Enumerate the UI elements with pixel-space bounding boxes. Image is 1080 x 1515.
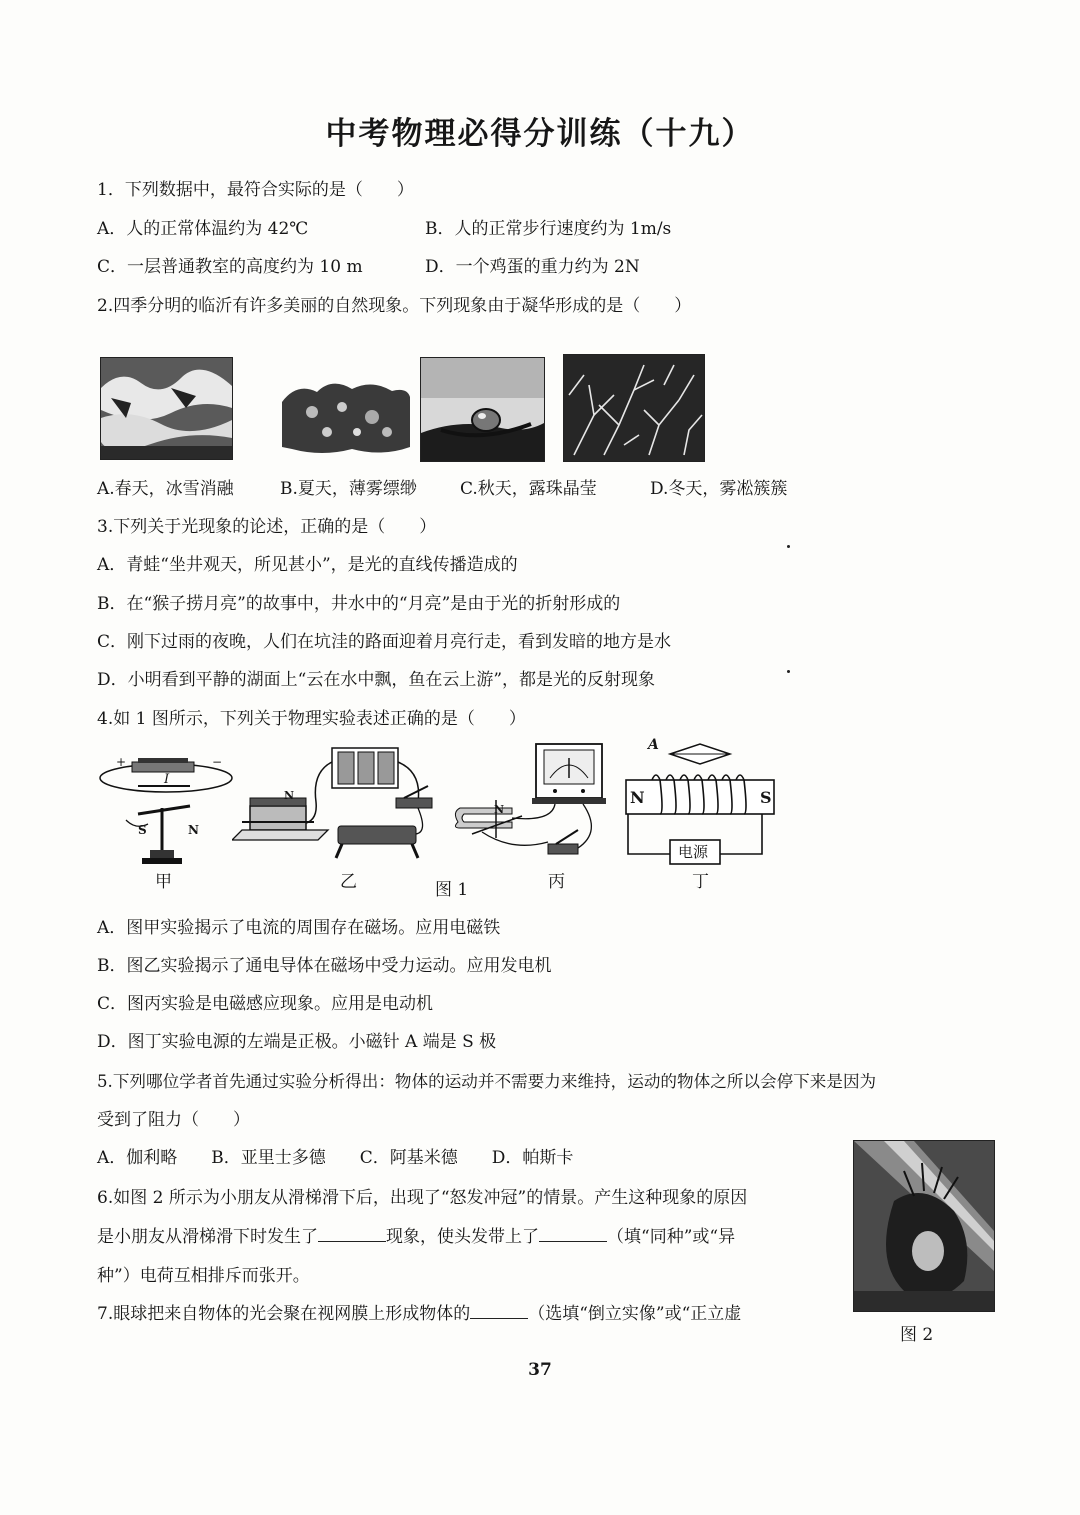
q6-blank-2[interactable] xyxy=(539,1225,607,1242)
q5-options: A．伽利略 B．亚里士多德 C．阿基米德 D．帕斯卡 xyxy=(97,1148,574,1168)
photo-mist xyxy=(282,377,410,457)
q6-blank-1[interactable] xyxy=(318,1225,386,1242)
fig-ding-a-label: A xyxy=(648,737,659,753)
q2-option-b: B.夏天，薄雾缥缈 xyxy=(280,479,417,499)
figure-jia-oersted: + − I S N xyxy=(98,748,238,868)
q6-line2-part3: （填“同种”或“异 xyxy=(607,1227,736,1247)
q3-option-d: D．小明看到平静的湖面上“云在水中飘，鱼在云上游”，都是光的反射现象 xyxy=(97,670,656,690)
q5-stem-line2: 受到了阻力（ ） xyxy=(97,1110,250,1130)
figure-yi-motor xyxy=(232,742,440,860)
q1-option-c: C．一层普通教室的高度约为 10 m xyxy=(97,257,363,277)
fig-ding-s-label: S xyxy=(760,788,772,807)
photo-melting-snow xyxy=(100,357,233,460)
q5-stem-line1: 5.下列哪位学者首先通过实验分析得出：物体的运动并不需要力来维持，运动的物体之所以会停下来是因为 xyxy=(97,1072,877,1091)
q2-option-d: D.冬天，雾凇簇簇 xyxy=(650,479,788,499)
q6-line2 xyxy=(97,1225,735,1249)
q2-option-a: A.春天，冰雪消融 xyxy=(97,479,234,499)
scan-speck xyxy=(787,545,790,548)
q7-line1-part1: 7.眼球把来自物体的光会聚在视网膜上形成物体的 xyxy=(97,1304,471,1324)
fig-jia-current-label: I xyxy=(164,772,170,787)
q1-option-a: A．人的正常体温约为 42℃ xyxy=(97,219,309,239)
photo-dew xyxy=(420,357,545,462)
fig-jia-n-label: N xyxy=(188,823,199,837)
q3-option-b: B．在“猴子捞月亮”的故事中，井水中的“月亮”是由于光的折射形成的 xyxy=(97,594,621,614)
q4-option-b: B．图乙实验揭示了通电导体在磁场中受力运动。应用发电机 xyxy=(97,956,552,976)
photo-rime xyxy=(563,354,705,462)
q2-stem: 2.四季分明的临沂有许多美丽的自然现象。下列现象由于凝华形成的是（ ） xyxy=(97,296,692,316)
scan-speck xyxy=(787,670,790,673)
figure-label-yi: 乙 xyxy=(340,872,357,892)
q3-option-a: A．青蛙“坐井观天，所见甚小”，是光的直线传播造成的 xyxy=(97,555,518,575)
q3-stem: 3.下列关于光现象的论述，正确的是（ ） xyxy=(97,517,437,537)
figure-label-ding: 丁 xyxy=(692,872,709,892)
q1-option-b: B．人的正常步行速度约为 1m/s xyxy=(425,219,672,239)
q1-option-d: D．一个鸡蛋的重力约为 2N xyxy=(425,257,640,277)
q7-line1 xyxy=(97,1302,741,1326)
figure-label-bing: 丙 xyxy=(548,872,565,892)
page-number: 37 xyxy=(528,1360,552,1380)
figure-caption-1: 图 1 xyxy=(435,880,469,900)
page-title: 中考物理必得分训练（十九） xyxy=(325,116,755,152)
q6-line2-part1: 是小朋友从滑梯滑下时发生了 xyxy=(97,1227,318,1247)
figure-ding-solenoid xyxy=(622,737,782,872)
q4-option-d: D．图丁实验电源的左端是正极。小磁针 A 端是 S 极 xyxy=(97,1032,497,1052)
figure-caption-2: 图 2 xyxy=(900,1325,934,1345)
q4-option-a: A．图甲实验揭示了电流的周围存在磁场。应用电磁铁 xyxy=(97,918,501,938)
q6-line2-part2: 现象，使头发带上了 xyxy=(386,1227,539,1247)
q7-blank-1[interactable] xyxy=(470,1302,528,1319)
q4-stem: 4.如 1 图所示，下列关于物理实验表述正确的是（ ） xyxy=(97,709,526,729)
q6-line1: 6.如图 2 所示为小朋友从滑梯滑下后，出现了“怒发冲冠”的情景。产生这种现象的原因 xyxy=(97,1188,748,1208)
fig-jia-s-label: S xyxy=(138,823,147,837)
figure-label-jia: 甲 xyxy=(155,872,172,892)
q7-line1-part2: （选填“倒立实像”或“正立虚 xyxy=(528,1304,742,1324)
q4-option-c: C．图丙实验是电磁感应现象。应用是电动机 xyxy=(97,994,434,1014)
figure-2-photo xyxy=(853,1140,995,1312)
q3-option-c: C．刚下过雨的夜晚，人们在坑洼的路面迎着月亮行走，看到发暗的地方是水 xyxy=(97,632,672,652)
figure-bing-induction xyxy=(452,742,612,862)
q2-option-c: C.秋天，露珠晶莹 xyxy=(460,479,597,499)
fig-yi-n-label: N xyxy=(284,789,295,802)
fig-ding-power-label: 电源 xyxy=(678,843,709,861)
q6-line3: 种”）电荷互相排斥而张开。 xyxy=(97,1266,310,1286)
fig-bing-n-label: N xyxy=(494,803,505,816)
q1-stem: 1．下列数据中，最符合实际的是（ ） xyxy=(97,180,414,200)
fig-ding-n-label: N xyxy=(630,788,645,807)
